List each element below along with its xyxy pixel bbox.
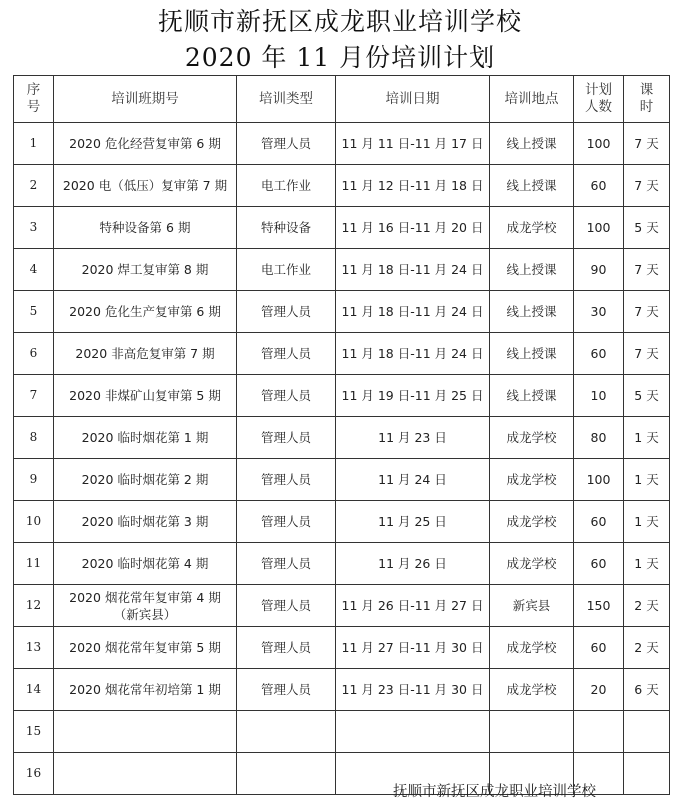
cell-date: 11 月 23 日 <box>336 417 490 459</box>
cell-people: 10 <box>574 375 624 417</box>
cell-hours <box>624 711 670 753</box>
cell-date: 11 月 27 日-11 月 30 日 <box>336 627 490 669</box>
cell-people: 100 <box>574 207 624 249</box>
table-row <box>14 333 670 375</box>
cell-date: 11 月 16 日-11 月 20 日 <box>336 207 490 249</box>
cell-class: 2020 烟花常年复审第 4 期 （新宾县） <box>54 585 237 627</box>
cell-date: 11 月 18 日-11 月 24 日 <box>336 249 490 291</box>
cell-date <box>336 711 490 753</box>
cell-date: 11 月 11 日-11 月 17 日 <box>336 123 490 165</box>
cell-date: 11 月 18 日-11 月 24 日 <box>336 333 490 375</box>
table-row <box>14 501 670 543</box>
cell-no: 10 <box>14 501 54 543</box>
cell-no: 9 <box>14 459 54 501</box>
cell-hours: 7 天 <box>624 165 670 207</box>
cell-people: 60 <box>574 333 624 375</box>
cell-date: 11 月 23 日-11 月 30 日 <box>336 669 490 711</box>
cell-people: 60 <box>574 543 624 585</box>
cell-type: 特种设备 <box>237 207 336 249</box>
cell-place: 成龙学校 <box>490 543 574 585</box>
cell-class: 2020 电（低压）复审第 7 期 <box>54 165 237 207</box>
header-no: 序 号 <box>14 76 54 123</box>
cell-no: 1 <box>14 123 54 165</box>
cell-type: 管理人员 <box>237 543 336 585</box>
table-row <box>14 543 670 585</box>
cell-no: 6 <box>14 333 54 375</box>
cell-type: 管理人员 <box>237 669 336 711</box>
cell-place: 线上授课 <box>490 123 574 165</box>
cell-type: 管理人员 <box>237 417 336 459</box>
cell-class: 2020 非高危复审第 7 期 <box>54 333 237 375</box>
cell-type: 管理人员 <box>237 123 336 165</box>
cell-place: 成龙学校 <box>490 501 574 543</box>
cell-hours: 2 天 <box>624 585 670 627</box>
cell-people: 80 <box>574 417 624 459</box>
header-type: 培训类型 <box>237 76 336 123</box>
cell-class: 2020 焊工复审第 8 期 <box>54 249 237 291</box>
cell-place <box>490 711 574 753</box>
table-row <box>14 165 670 207</box>
cell-place: 成龙学校 <box>490 417 574 459</box>
cell-class: 2020 临时烟花第 2 期 <box>54 459 237 501</box>
footer-school-name: 抚顺市新抚区成龙职业培训学校 <box>393 784 596 800</box>
cell-people: 90 <box>574 249 624 291</box>
table-row <box>14 585 670 627</box>
cell-date: 11 月 26 日 <box>336 543 490 585</box>
cell-type: 电工作业 <box>237 249 336 291</box>
cell-class: 2020 烟花常年复审第 5 期 <box>54 627 237 669</box>
table-row <box>14 459 670 501</box>
cell-date: 11 月 25 日 <box>336 501 490 543</box>
cell-type: 电工作业 <box>237 165 336 207</box>
cell-hours: 2 天 <box>624 627 670 669</box>
cell-people <box>574 711 624 753</box>
document-subtitle: 2020 年 11 月份培训计划 <box>184 43 496 72</box>
table-row <box>14 291 670 333</box>
cell-date: 11 月 12 日-11 月 18 日 <box>336 165 490 207</box>
cell-hours: 6 天 <box>624 669 670 711</box>
header-place: 培训地点 <box>490 76 574 123</box>
cell-no: 2 <box>14 165 54 207</box>
cell-place: 成龙学校 <box>490 207 574 249</box>
cell-type: 管理人员 <box>237 459 336 501</box>
cell-place: 成龙学校 <box>490 459 574 501</box>
cell-people: 60 <box>574 165 624 207</box>
cell-hours: 7 天 <box>624 249 670 291</box>
cell-hours: 1 天 <box>624 417 670 459</box>
cell-people: 60 <box>574 501 624 543</box>
cell-people: 30 <box>574 291 624 333</box>
header-people: 计划 人数 <box>574 76 624 123</box>
cell-hours: 5 天 <box>624 207 670 249</box>
cell-class: 2020 烟花常年初培第 1 期 <box>54 669 237 711</box>
cell-place: 成龙学校 <box>490 627 574 669</box>
table-row <box>14 669 670 711</box>
cell-hours <box>624 753 670 795</box>
cell-type: 管理人员 <box>237 585 336 627</box>
table-header-row <box>14 76 670 123</box>
cell-hours: 5 天 <box>624 375 670 417</box>
cell-no: 5 <box>14 291 54 333</box>
table-row <box>14 375 670 417</box>
cell-no: 16 <box>14 753 54 795</box>
cell-type <box>237 711 336 753</box>
cell-class: 2020 临时烟花第 3 期 <box>54 501 237 543</box>
cell-hours: 1 天 <box>624 459 670 501</box>
cell-no: 7 <box>14 375 54 417</box>
cell-type <box>237 753 336 795</box>
cell-no: 15 <box>14 711 54 753</box>
cell-people: 100 <box>574 123 624 165</box>
cell-type: 管理人员 <box>237 333 336 375</box>
cell-hours: 7 天 <box>624 333 670 375</box>
training-plan-table <box>13 75 670 795</box>
cell-no: 14 <box>14 669 54 711</box>
cell-type: 管理人员 <box>237 501 336 543</box>
cell-people: 20 <box>574 669 624 711</box>
cell-hours: 7 天 <box>624 123 670 165</box>
cell-hours: 7 天 <box>624 291 670 333</box>
document-title: 抚顺市新抚区成龙职业培训学校 <box>157 7 522 36</box>
table-row <box>14 123 670 165</box>
cell-class <box>54 711 237 753</box>
cell-class: 2020 危化生产复审第 6 期 <box>54 291 237 333</box>
header-hours: 课 时 <box>624 76 670 123</box>
table-row <box>14 711 670 753</box>
cell-type: 管理人员 <box>237 627 336 669</box>
cell-class: 2020 危化经营复审第 6 期 <box>54 123 237 165</box>
cell-people: 100 <box>574 459 624 501</box>
table-row <box>14 417 670 459</box>
table-row <box>14 627 670 669</box>
cell-class: 2020 非煤矿山复审第 5 期 <box>54 375 237 417</box>
cell-no: 4 <box>14 249 54 291</box>
cell-no: 11 <box>14 543 54 585</box>
cell-class: 2020 临时烟花第 4 期 <box>54 543 237 585</box>
cell-date: 11 月 18 日-11 月 24 日 <box>336 291 490 333</box>
cell-place: 线上授课 <box>490 291 574 333</box>
cell-people: 150 <box>574 585 624 627</box>
cell-date: 11 月 19 日-11 月 25 日 <box>336 375 490 417</box>
cell-place: 线上授课 <box>490 375 574 417</box>
cell-class <box>54 753 237 795</box>
header-class: 培训班期号 <box>54 76 237 123</box>
cell-type: 管理人员 <box>237 375 336 417</box>
table-row <box>14 249 670 291</box>
cell-place: 新宾县 <box>490 585 574 627</box>
cell-hours: 1 天 <box>624 543 670 585</box>
cell-no: 12 <box>14 585 54 627</box>
cell-no: 13 <box>14 627 54 669</box>
cell-hours: 1 天 <box>624 501 670 543</box>
cell-place: 成龙学校 <box>490 669 574 711</box>
cell-place: 线上授课 <box>490 249 574 291</box>
cell-no: 8 <box>14 417 54 459</box>
cell-date: 11 月 26 日-11 月 27 日 <box>336 585 490 627</box>
cell-people: 60 <box>574 627 624 669</box>
cell-place: 线上授课 <box>490 333 574 375</box>
cell-date: 11 月 24 日 <box>336 459 490 501</box>
cell-class: 特种设备第 6 期 <box>54 207 237 249</box>
table-row <box>14 207 670 249</box>
cell-place: 线上授课 <box>490 165 574 207</box>
header-date: 培训日期 <box>336 76 490 123</box>
cell-no: 3 <box>14 207 54 249</box>
cell-class: 2020 临时烟花第 1 期 <box>54 417 237 459</box>
cell-type: 管理人员 <box>237 291 336 333</box>
